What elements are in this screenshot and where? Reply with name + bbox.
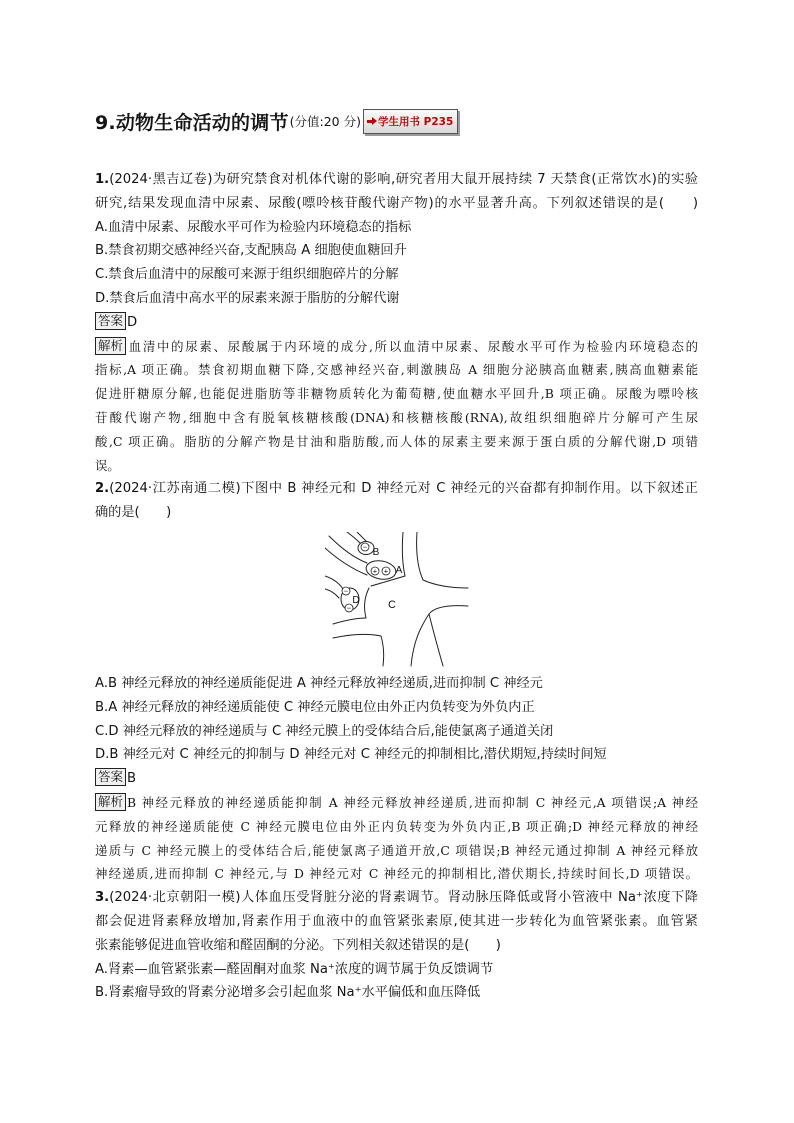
neuron-diagram: [95, 525, 698, 672]
neuron-c-outline: [371, 576, 405, 586]
reference-label: 学生用书 P235: [378, 115, 454, 128]
q1-analysis-line: 苷酸代谢产物,细胞中含有脱氧核糖核酸(DNA)和核糖核酸(RNA),故组织细胞碎片分解可产生尿: [95, 409, 698, 425]
answer-tag: 答案: [95, 768, 126, 786]
neuron-d-axon: [325, 576, 343, 589]
q2-analysis-line: 神经递质,进而抑制 C 神经元,与 D 神经元对 C 神经元的抑制相比,潜伏期长,持续时间长,D 项错误。: [95, 866, 698, 882]
q2-analysis-text: B 神经元释放的神经递质能抑制 A 神经元释放神经递质,进而抑制 C 神经元,A 项错误;A 神经: [127, 794, 698, 810]
analysis-tag: 解析: [95, 793, 126, 811]
neuron-b-axon: [357, 532, 366, 541]
q3-stem-line: 张素能够促进血管收缩和醛固酮的分泌。下列相关叙述错误的是( ): [95, 937, 501, 953]
q1-stem-text: 研究,结果发现血清中尿素、尿酸(嘌呤核苷酸代谢产物)的水平显著升高。下列叙述错误的是( ): [95, 195, 698, 211]
neuron-c-outline: [429, 606, 468, 666]
q3-option-b: B.肾素瘤导致的肾素分泌增多会引起血浆 Na⁺水平偏低和血压降低: [95, 985, 481, 1001]
q2-analysis-line: 递质与 C 神经元膜上的受体结合后,能使氯离子通道开放,C 项错误;B 神经元通过抑制 A 神经元释放: [95, 842, 698, 858]
neuron-c-outline: [333, 618, 366, 624]
neuron-c-outline: [333, 634, 384, 666]
q2-answer-row: [95, 767, 698, 791]
score-note: (分值:20 分): [289, 114, 361, 129]
arrow-right-icon: [367, 117, 377, 125]
q1-answer: D: [127, 314, 138, 330]
neuron-diagram-svg: [325, 532, 470, 667]
student-book-reference-link[interactable]: [363, 109, 458, 134]
neuron-a-terminal: [365, 558, 398, 581]
q1-analysis-text: 血清中的尿素、尿酸属于内环境的成分,所以血清中尿素、尿酸水平可作为检验内环境稳态的: [127, 338, 698, 354]
minus-sign: −: [343, 586, 349, 596]
question-number: 2.: [95, 481, 110, 497]
label-a: A: [395, 564, 403, 576]
q2-option-a: A.B 神经元释放的神经递质能促进 A 神经元释放神经递质,进而抑制 C 神经元: [95, 675, 543, 691]
question-number: 1.: [95, 172, 110, 187]
q1-option-d: D.禁食后血清中高水平的尿素来源于脂肪的分解代谢: [95, 290, 400, 306]
section-title-bar: [95, 107, 458, 135]
q1-analysis-line: 酸,C 项正确。脂肪的分解产物是甘油和脂肪酸,而人体的尿素主要来源于蛋白质的分解代谢,D 项错: [95, 433, 698, 449]
q2-answer: B: [127, 771, 137, 787]
q3-stem-line: [95, 886, 698, 910]
plus-sign: +: [383, 566, 389, 576]
q1-analysis-line: 促进肝糖原分解,也能促进脂肪等非糖物质转化为葡萄糖,使血糖水平回升,B 项正确。尿酸为嘌呤核: [95, 386, 698, 402]
answer-tag: 答案: [95, 312, 126, 330]
label-d: D: [352, 594, 360, 606]
minus-sign: −: [346, 603, 352, 613]
q2-option-b: B.A 神经元释放的神经递质能使 C 神经元膜电位由外正内负转变为外负内正: [95, 699, 535, 715]
q1-analysis-line: [95, 335, 698, 359]
q2-stem-line: [95, 477, 698, 501]
q3-stem-text: (2024·北京朝阳一模)人体血压受肾脏分泌的肾素调节。肾动脉压降低或肾小管液中 Na⁺浓度下降: [109, 890, 698, 906]
neuron-c-outline: [365, 588, 369, 618]
neuron-d-axon: [325, 589, 339, 598]
q1-stem-line: [95, 168, 698, 192]
q1-stem-line: [95, 192, 698, 216]
q2-analysis-line: 元释放的神经递质能使 C 神经元膜电位由外正内负转变为外负内正,B 项正确;D 神经元释放的神经: [95, 818, 698, 834]
neuron-c-outline: [417, 532, 468, 588]
q1-option-a: A.血清中尿素、尿酸水平可作为检验内环境稳态的指标: [95, 219, 412, 235]
q1-stem-text: (2024·黑吉辽卷)为研究禁食对机体代谢的影响,研究者用大鼠开展持续 7 天禁食(正常饮水)的实验: [109, 172, 698, 187]
q3-stem-line: 都会促进肾素释放增加,肾素作用于血液中的血管紧张素原,使其进一步转化为血管紧张素。血管紧: [95, 913, 698, 929]
label-c: C: [388, 598, 396, 611]
neuron-c-outline: [402, 532, 405, 576]
neuron-c-outline: [411, 614, 429, 666]
minus-sign: −: [362, 542, 368, 552]
q1-answer-row: [95, 311, 698, 335]
q2-stem-line: 确的是( ): [95, 505, 172, 521]
section-title: 9.动物生命活动的调节: [95, 111, 289, 134]
plus-sign: +: [372, 566, 378, 576]
q2-option-d: D.B 神经元对 C 神经元的抑制与 D 神经元对 C 神经元的抑制相比,潜伏期短,持续时间短: [95, 747, 607, 763]
q1-option-c: C.禁食后血清中的尿酸可来源于组织细胞碎片的分解: [95, 267, 399, 283]
q2-analysis-line: [95, 791, 698, 815]
q2-option-c: C.D 神经元释放的神经递质与 C 神经元膜上的受体结合后,能使氯离子通道关闭: [95, 723, 554, 739]
question-number: 3.: [95, 890, 110, 906]
q1-option-b: B.禁食初期交感神经兴奋,支配胰岛 A 细胞使血糖回升: [95, 243, 407, 259]
label-b: B: [372, 546, 380, 558]
q2-stem-text: (2024·江苏南通二模)下图中 B 神经元和 D 神经元对 C 神经元的兴奋都有抑制作用。以下叙述正: [109, 481, 698, 497]
analysis-tag: 解析: [95, 337, 126, 355]
q3-option-a: A.肾素—血管紧张素—醛固酮对血浆 Na⁺浓度的调节属于负反馈调节: [95, 961, 494, 977]
question-list: [95, 168, 698, 1005]
q1-analysis-line: 指标,A 项正确。禁食初期血糖下降,交感神经兴奋,刺激胰岛 A 细胞分泌胰高血糖素,胰高血糖素能: [95, 362, 698, 378]
q1-analysis-line: 误。: [95, 457, 120, 473]
